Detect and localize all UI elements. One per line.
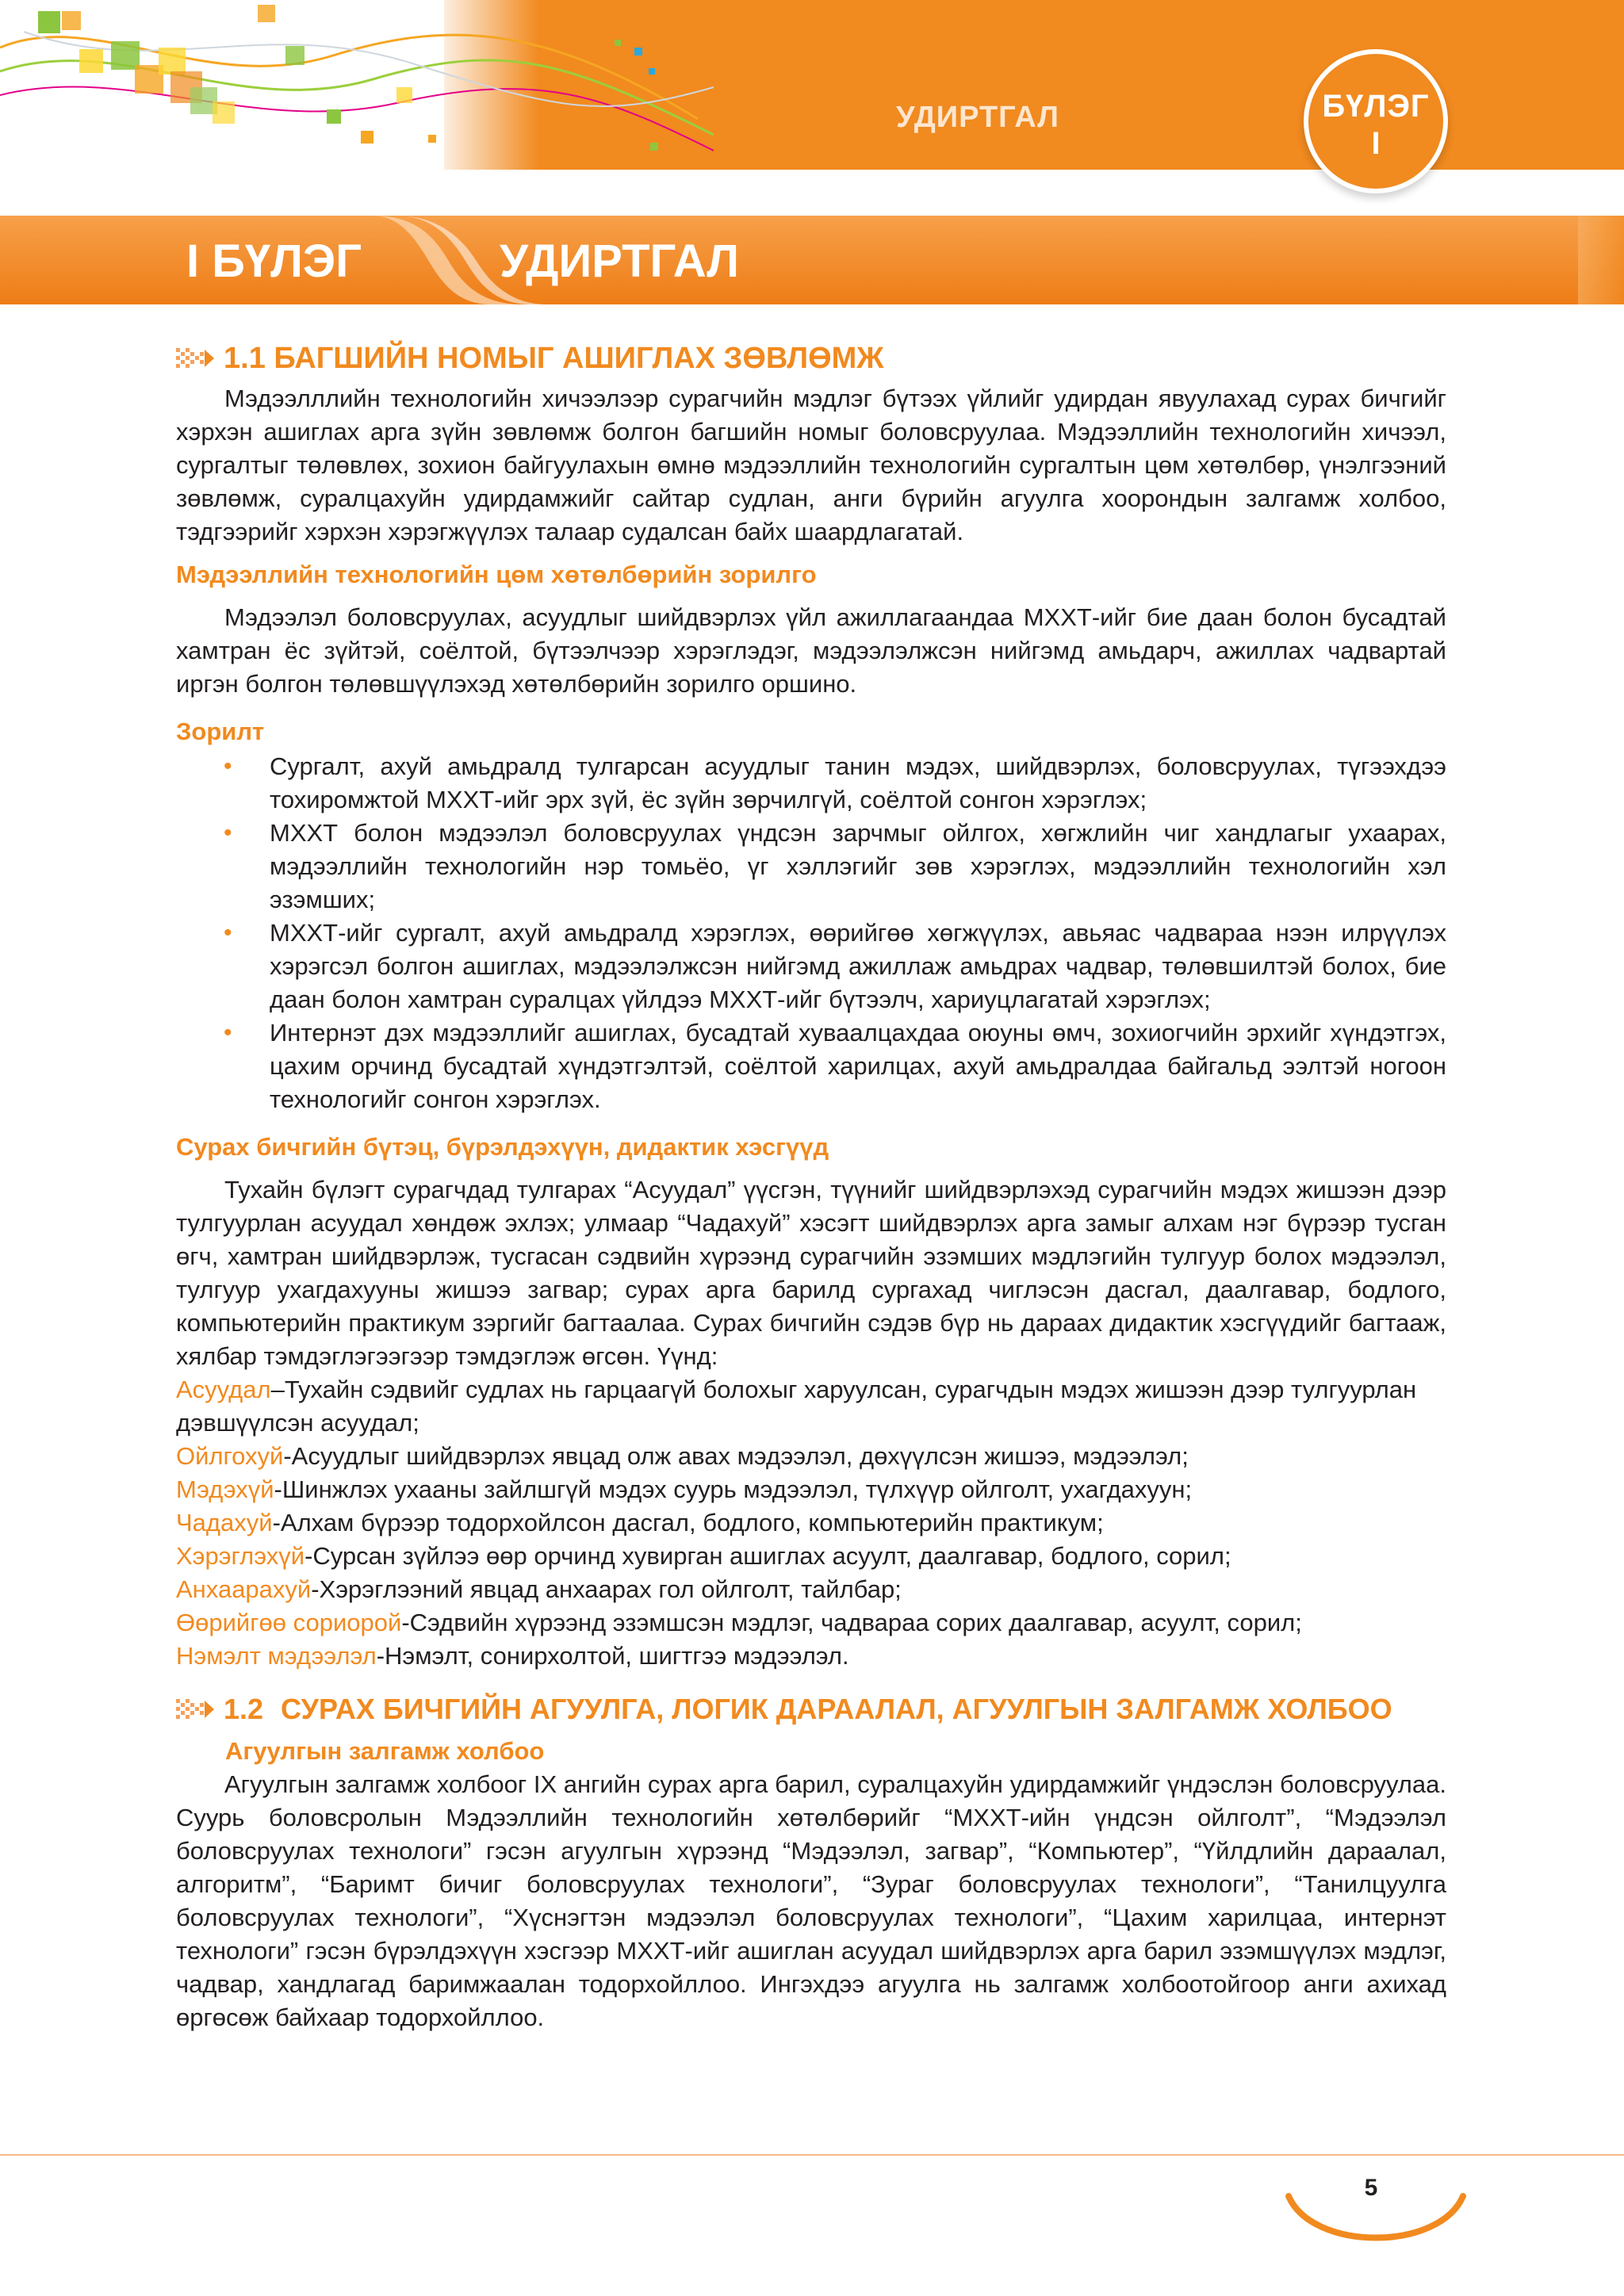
list-item bbox=[224, 916, 1446, 1016]
term-label: Өөрийгөө сориорой bbox=[176, 1609, 402, 1636]
objectives-list bbox=[176, 750, 1446, 1116]
spacer bbox=[176, 1673, 1446, 1690]
structure-heading: Сурах бичгийн бүтэц, бүрэлдэхүүн, дидактик хэсгүүд bbox=[176, 1133, 829, 1161]
list-item-text: Сургалт, ахуй амьдралд тулгарсан асуудлыг танин мэдэх, шийдвэрлэх, боловсруулах, түгээхдээ тохиромжтой МХХТ-ийг эрх зүй, ёс зүйн зөрчилгүй, соёлтой сонгон хэрэглэх; bbox=[270, 752, 1446, 813]
chapter-title: УДИРТГАЛ bbox=[500, 235, 740, 287]
running-title: УДИРТГАЛ bbox=[896, 101, 1059, 134]
section-number: 1.2 bbox=[224, 1693, 264, 1725]
term-label: Мэдэхүй bbox=[176, 1475, 274, 1503]
term-label: Хэрэглэхүй bbox=[176, 1542, 305, 1570]
bullet-icon: • bbox=[224, 753, 232, 779]
term-description: -Сурсан зүйлээ өөр орчинд хувирган ашиглах асуулт, даалгавар, бодлого, сорил; bbox=[304, 1542, 1231, 1570]
bullet-icon: • bbox=[224, 1020, 232, 1046]
term-description: -Алхам бүрээр тодорхойлсон дасгал, бодлого, компьютерийн практикум; bbox=[272, 1509, 1104, 1536]
decorative-squares-graphic bbox=[0, 0, 714, 170]
badge-label: БҮЛЭГ bbox=[1322, 89, 1430, 124]
main-content bbox=[176, 339, 1446, 2034]
term-description: –Тухайн сэдвийг судлах нь гарцаагүй болохыг харуулсан, сурагчдын мэдэх жишээн дээр тулгуурлан дэвшүүлсэн асуудал; bbox=[176, 1376, 1417, 1437]
goal-heading: Мэдээллийн технологийн цөм хөтөлбөрийн зорилго bbox=[176, 561, 817, 588]
list-item-text: МХХТ-ийг сургалт, ахуй амьдралд хэрэглэх, өөрийгөө хөгжүүлэх, авьяас чадвараа нээн илрүүлэх хэрэгсэл болгон ашиглах, мэдээлэлжсэн нийгэмд ажиллаж амьдрах чадвар, төлөвшилтэй болох, бие даан болон хамтран суралцах үйлдээ МХХТ-ийг бүтээлч, хариуцлагатай хэрэглэх; bbox=[270, 919, 1446, 1013]
list-item bbox=[224, 1016, 1446, 1116]
badge-number: I bbox=[1371, 126, 1381, 161]
objectives-heading: Зорилт bbox=[176, 718, 265, 745]
footer-arc-ornament bbox=[1281, 2188, 1471, 2260]
goal-paragraph: Мэдээлэл боловсруулах, асуудлыг шийдвэрлэх үйл ажиллагаандаа МХХТ-ийг бие даан болон бусадтай хамтран ёс зүйтэй, соёлтой, бүтээлчээр хэрэглэдэг, мэдээлэлжсэн нийгэмд амьдарч, ажиллах чадвартай иргэн болгон төлөвшүүлэхэд хөтөлбөрийн зорилго оршино. bbox=[176, 603, 1446, 698]
term-label: Чадахуй bbox=[176, 1509, 273, 1536]
footer-divider bbox=[0, 2154, 1624, 2156]
section-heading-1-1 bbox=[176, 339, 1446, 377]
term-line bbox=[176, 1540, 1446, 1573]
list-item bbox=[224, 817, 1446, 916]
checkered-arrow-icon bbox=[176, 348, 216, 369]
section-heading-text: 1.1 БАГШИЙН НОМЫГ АШИГЛАХ ЗӨВЛӨМЖ bbox=[224, 342, 884, 375]
term-line bbox=[176, 1373, 1446, 1440]
term-line bbox=[176, 1506, 1446, 1540]
list-item bbox=[224, 750, 1446, 817]
term-description: -Асуудлыг шийдвэрлэх явцад олж авах мэдээлэл, дөхүүлсэн жишээ, мэдээлэл; bbox=[283, 1442, 1189, 1470]
term-label: Нэмэлт мэдээлэл bbox=[176, 1642, 377, 1670]
term-line bbox=[176, 1606, 1446, 1640]
term-description: -Шинжлэх ухааны зайлшгүй мэдэх суурь мэдээлэл, түлхүүр ойлголт, ухагдахуун; bbox=[274, 1475, 1193, 1503]
term-label: Анхаарахуй bbox=[176, 1575, 312, 1603]
checkered-arrow-icon bbox=[176, 1699, 216, 1720]
term-line bbox=[176, 1573, 1446, 1606]
bullet-icon: • bbox=[224, 920, 232, 946]
structure-paragraph: Тухайн бүлэгт сурагчдад тулгарах “Асуудал” үүсгэн, түүнийг шийдвэрлэхэд сурагчийн мэдэх жишээн дээр тулгуурлан асуудал хөндөж эхлэх; улмаар “Чадахуй” хэсэгт шийдвэрлэх арга замыг алхам нэг бүрээр тусган өгч, хамтран шийдвэрлэж, тусгасан сэдвийн хүрээнд сурагчийн эзэмших мэдлэгийн тулгуур болох мэдээлэл, тулгуур ухагдахууны жишээ загвар; сурах арга барилд сургахад чиглэсэн дасгал, даалгавар, бодлого, компьютерийн практикум зэргийг багтаалаа. Сурах бичгийн сэдэв бүр нь дараах дидактик хэсгүүдийг багтааж, хялбар тэмдэглэгээгээр тэмдэглэж өгсөн. Үүнд: bbox=[176, 1176, 1446, 1370]
section-heading-1-2 bbox=[176, 1690, 1446, 1728]
section-heading-text: СУРАХ БИЧГИЙН АГУУЛГА, ЛОГИК ДАРААЛАЛ, АГУУЛГЫН ЗАЛГАМЖ ХОЛБОО bbox=[281, 1693, 1392, 1725]
list-item-text: Интернэт дэх мэдээллийг ашиглах, бусадтай хуваалцахдаа оюуны өмч, зохиогчийн эрхийг хүндэтгэх, цахим орчинд бусадтай хүндэтгэлтэй, соёлтой харилцах, ахуй амьдралдаа байгальд ээлтэй ногоон технологийг сонгон хэрэглэх. bbox=[270, 1019, 1446, 1113]
term-line bbox=[176, 1640, 1446, 1673]
term-label: Асуудал bbox=[176, 1376, 271, 1403]
continuity-paragraph: Агуулгын залгамж холбоог IX ангийн сурах арга барил, суралцахуйн удирдамжийг үндэслэн боловсруулаа. Суурь боловсролын Мэдээллийн технологийн хөтөлбөрийг “МХХТ-ийн үндсэн ойлголт”, “Мэдээлэл боловсруулах технологи” гэсэн агуулгын хүрээнд “Мэдээлэл, загвар”, “Компьютер”, “Үйлдлийн дараалал, алгоритм”, “Баримт бичиг боловсруулах технологи”, “Зураг боловсруулах технологи”, “Танилцуулга боловсруулах технологи”, “Хүснэгтэн мэдээлэл боловсруулах технологи”, “Цахим харилцаа, интернэт технологи” гэсэн бүрэлдэхүүн хэсгээр МХХТ-ийг ашиглан асуудал шийдвэрлэх арга барил эзэмшүүлэх мэдлэг, чадвар, хандлагад баримжаалан тодорхойллоо. Ингэхдээ агуулга нь залгамж холбоотойгоор анги ахихад өргөсөж байхаар тодорхойллоо. bbox=[176, 1770, 1446, 2031]
term-description: -Сэдвийн хүрээнд эзэмшсэн мэдлэг, чадвараа сорих даалгавар, асуулт, сорил; bbox=[401, 1609, 1302, 1636]
list-item-text: МХХТ болон мэдээлэл боловсруулах үндсэн зарчмыг ойлгох, хөгжлийн чиг хандлагыг ухаарах, мэдээллийн технологийн нэр томьёо, үг хэллэгийг зөв хэрэглэх, мэдээллийн технологийн хэл эзэмших; bbox=[270, 819, 1446, 913]
continuity-heading: Агуулгын залгамж холбоо bbox=[225, 1737, 545, 1765]
intro-paragraph: Мэдээлллийн технологийн хичээлээр сурагчийн мэдлэг бүтээх үйлийг удирдан явуулахад сурах бичгийг хэрхэн ашиглах арга зүйн зөвлөмж болгон багшийн номыг боловсруулаа. Мэдээллийн технологийн хичээл, сургалтыг төлөвлөх, зохион байгуулахын өмнө мэдээллийн технологийн сургалтын цөм хөтөлбөр, үнэлгээний зөвлөмж, суралцахуйн удирдамжийг сайтар судлан, анги бүрийн агуулга хоорондын залгамж холбоо, тэдгээрийг хэрхэн хэрэгжүүлэх талаар судалсан байх шаардлагатай. bbox=[176, 385, 1446, 545]
chapter-label: I БҮЛЭГ bbox=[186, 235, 362, 287]
term-description: -Хэрэглээний явцад анхаарах гол ойлголт, тайлбар; bbox=[311, 1575, 902, 1603]
chapter-badge bbox=[1304, 49, 1448, 193]
term-line bbox=[176, 1473, 1446, 1506]
term-description: -Нэмэлт, сонирхолтой, шигтгээ мэдээлэл. bbox=[376, 1642, 849, 1670]
term-label: Ойлгохуй bbox=[176, 1442, 284, 1470]
bullet-icon: • bbox=[224, 820, 232, 846]
term-line bbox=[176, 1440, 1446, 1473]
page-number: 5 bbox=[1364, 2175, 1378, 2201]
